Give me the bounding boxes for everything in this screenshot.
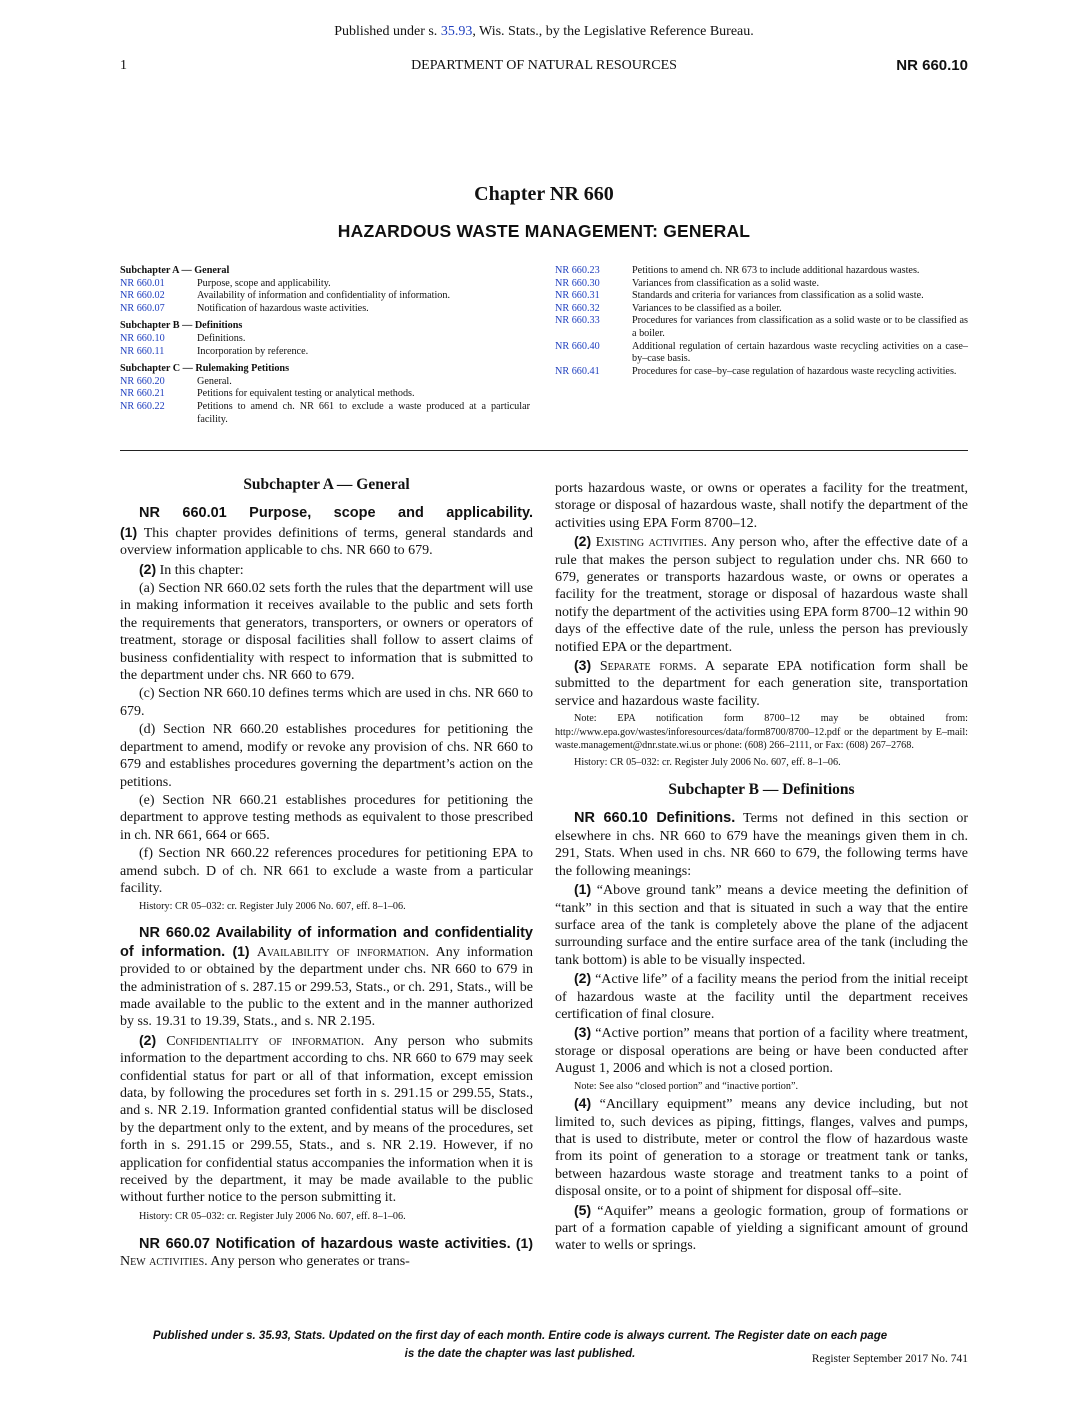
toc-number[interactable]: NR 660.30 [555, 277, 600, 289]
paragraph: (2) Existing activities. Any person who, after the effective date of a rule that makes the person subject to regulation under chs. NR 660 to 679, generates or transports hazardous waste, or owns or operates a facility for the treatment, storage or disposal of hazardous waste shall notify the department of the activities using EPA form 8700–12 within 90 days of the effective date of the rule, unless the person has previously notified EPA or the department. [555, 533, 968, 655]
toc-number[interactable]: NR 660.07 [120, 302, 165, 314]
paragraph: (f) Section NR 660.22 references procedures for petitioning EPA to amend subch. D of ch. NR 661 to exclude a waste from a particular facility. [120, 846, 533, 896]
toc-entry[interactable] [120, 290, 530, 303]
left-column [120, 476, 533, 1272]
toc-entry[interactable] [120, 278, 530, 291]
toc-text: Additional regulation of certain hazardous waste recycling activities on a case–by–case basis. [632, 340, 968, 365]
toc-entry[interactable] [120, 346, 530, 359]
toc-group-heading: Subchapter B — Definitions [120, 320, 243, 332]
published-prefix: Published under s. [334, 24, 441, 39]
department-name: DEPARTMENT OF NATURAL RESOURCES [411, 58, 677, 73]
toc-text: Procedures for case–by–case regulation of hazardous waste recycling activities. [632, 365, 957, 377]
toc-text: Procedures for variances from classification as a solid waste or to be classified as a boiler. [632, 315, 968, 339]
toc-entry[interactable] [120, 388, 530, 401]
chapter-subtitle: HAZARDOUS WASTE MANAGEMENT: GENERAL [337, 221, 751, 241]
footer-notice: Published under s. 35.93, Stats. Updated on the first day of each month. Entire code is always current. The Register date on each page [152, 1330, 888, 1342]
section-id: NR 660.10 [896, 57, 968, 74]
toc-number[interactable]: NR 660.41 [555, 365, 600, 377]
toc-text: Petitions for equivalent testing or analytical methods. [197, 388, 415, 400]
toc-entry[interactable] [120, 401, 530, 426]
toc-group-heading: Subchapter A — General [120, 265, 230, 276]
toc-number[interactable]: NR 660.23 [555, 265, 600, 276]
paragraph: (a) Section NR 660.02 sets forth the rules that the department will use in making information it receives available to the public and sets forth the requirements that generators, transporters, or owners or operators of treatment, storage or disposal facilities shall follow to assert claims of business confidentiality with respect to information that is submitted to the department under chs. NR 660 to 679. [120, 581, 533, 684]
right-column [555, 480, 968, 1256]
section-divider [120, 450, 968, 451]
toc-entry[interactable] [120, 303, 530, 316]
toc-right [555, 265, 968, 378]
toc-text: Petitions to amend ch. NR 661 to exclude a waste produced at a particular facility. [197, 400, 530, 425]
section-heading-660-10: NR 660.10 Definitions. Terms not defined in this section or elsewhere in chs. NR 660 to 679 have the meanings given them in ch. 291, Stats. When used in chs. NR 660 to 679, the following terms have the following meanings: [555, 810, 968, 879]
toc-text: Variances to be classified as a boiler. [632, 302, 782, 314]
register-date: Register September 2017 No. 741 [811, 1353, 968, 1365]
section-heading-660-07: NR 660.07 Notification of hazardous waste activities. (1) New activities. Any person who generates or trans- [120, 1234, 533, 1270]
toc-number[interactable]: NR 660.33 [555, 315, 600, 327]
section-heading-660-02: NR 660.02 Availability of information and confidentiality of information. (1) Availability of information. Any information provided to or obtained by the department under chs. NR 660 to 679 in the administration of s. 287.15 or 299.53, Stats., or ch. 291, Stats., will be made available to the public to the extent and in the manner authorized by ss. 19.31 to 19.39, Stats., and s. NR 2.195. [120, 925, 534, 1030]
history-note: History: CR 05–032: cr. Register July 2006 No. 607, eff. 8–1–06. [139, 1210, 406, 1222]
paragraph: (e) Section NR 660.21 establishes procedures for petitioning the department to approve testing methods as equivalent to those prescribed in ch. NR 661, 664 or 665. [120, 792, 533, 843]
statute-link[interactable]: 35.93 [440, 24, 473, 39]
definition: (2) “Active life” of a facility means the period from the initial receipt of hazardous waste at the facility until the department receives certification of final closure. [555, 970, 968, 1022]
toc-text: General. [197, 375, 232, 387]
toc-number[interactable]: NR 660.22 [120, 400, 165, 412]
history-note: History: CR 05–032: cr. Register July 2006 No. 607, eff. 8–1–06. [574, 757, 841, 769]
toc-number[interactable]: NR 660.20 [120, 375, 165, 387]
published-suffix: , Wis. Stats., by the Legislative Reference Bureau. [472, 24, 754, 39]
toc-entry[interactable] [555, 315, 968, 340]
toc-entry[interactable] [555, 278, 968, 291]
section-heading-660-01: NR 660.01 Purpose, scope and applicability. [139, 505, 533, 522]
toc-group-heading: Subchapter C — Rulemaking Petitions [120, 363, 290, 375]
toc-entry[interactable] [555, 366, 968, 379]
toc-number[interactable]: NR 660.10 [120, 332, 165, 344]
toc-left [120, 265, 530, 426]
history-note: History: CR 05–032: cr. Register July 2006 No. 607, eff. 8–1–06. [139, 901, 406, 913]
toc-entry[interactable] [555, 290, 968, 303]
toc-text: Petitions to amend ch. NR 673 to include additional hazardous wastes. [632, 265, 920, 276]
toc-number[interactable]: NR 660.32 [555, 302, 600, 314]
toc-text: Incorporation by reference. [197, 345, 309, 357]
running-head [120, 58, 968, 78]
paragraph: (2) Confidentiality of information. Any person who submits information to the department according to chs. NR 660 to 679 may seek confidential status for part or all of that information, except emission data, by following the procedures set forth in s. 291.15 or 299.55, Stats., and s. NR 2.19. Information granted confidential status will be disclosed by the department only to the extent, and by means of the procedures, set forth in s. 291.15 or 299.55, Stats., and s. NR 2.19. However, if no application for confidential status accompanies the information when it is received by the department, it may be made available to the public without further notice to the person submitting it. [120, 1031, 533, 1206]
toc-number[interactable]: NR 660.01 [120, 277, 165, 289]
toc-text: Notification of hazardous waste activities. [197, 302, 369, 314]
toc-number[interactable]: NR 660.21 [120, 388, 165, 400]
toc-number[interactable]: NR 660.11 [120, 345, 165, 357]
toc-entry[interactable] [120, 333, 530, 346]
toc-text: Purpose, scope and applicability. [197, 277, 331, 289]
toc-entry[interactable] [120, 376, 530, 389]
paragraph: (d) Section NR 660.20 establishes procedures for petitioning the department to amend, modify or revoke any provision of chs. NR 660 to 679 and establishes procedures governing the department’s action on the petitions. [120, 722, 533, 790]
continued-text: Any person who generates or trans- [210, 1254, 410, 1270]
paragraph: (2) In this chapter: [139, 560, 244, 578]
toc-text: Availability of information and confidentiality of information. [197, 290, 451, 302]
page-number: 1 [120, 58, 127, 73]
toc-entry[interactable] [555, 341, 968, 366]
paragraph: (c) Section NR 660.10 defines terms which are used in chs. NR 660 to 679. [120, 686, 533, 719]
paragraph-continued: ports hazardous waste, or owns or operates a facility for the treatment, storage or disposal of hazardous waste, shall notify the department of the activities using EPA Form 8700–12. [555, 481, 968, 531]
toc-text: Variances from classification as a solid waste. [632, 277, 819, 289]
paragraph: (3) Separate forms. A separate EPA notification form shall be submitted to the department for each generation site, transportation service and hazardous waste facility. [555, 657, 968, 709]
definition: (3) “Active portion” means that portion of a facility where treatment, storage or disposal operations are being or have been conducted after August 1, 2006 and which is not a closed portion. [555, 1024, 968, 1077]
toc-number[interactable]: NR 660.31 [555, 290, 600, 302]
toc-number[interactable]: NR 660.02 [120, 290, 165, 302]
toc-entry[interactable] [555, 265, 968, 278]
toc-entry[interactable] [555, 303, 968, 316]
toc-text: Standards and criteria for variances from classification as a solid waste. [632, 290, 924, 302]
toc-text: Definitions. [197, 332, 246, 344]
definition: (5) “Aquifer” means a geologic formation, group of formations or part of a formation capable of yielding a significant amount of ground water to wells or springs. [555, 1201, 968, 1254]
note: Note: EPA notification form 8700–12 may be obtained from: http://www.epa.gov/wastes/inforesources/data/form8700/8700–12.pdf or the department by E–mail: waste.management@dnr.state.wi.us or phone: (608) 266–2111, or Fax: (608) 267–2768. [555, 713, 968, 752]
toc-number[interactable]: NR 660.40 [555, 340, 600, 352]
paragraph: (1) This chapter provides definitions of terms, general standards and overview information applicable to chs. NR 660 to 679. [120, 523, 534, 559]
published-notice [0, 24, 1088, 40]
subchapter-b-heading: Subchapter B — Definitions [668, 781, 855, 799]
definition: (4) “Ancillary equipment” means any device including, but not limited to, such devices as piping, fittings, flanges, valves and pumps, that is used to distribute, meter or control the flow of hazardous waste from its point of generation to a storage or treatment tank or tanks, between hazardous waste storage and treatment tanks to a point of disposal onsite, or to a point of shipment for disposal off–site. [555, 1095, 968, 1200]
footer-notice-2: is the date the chapter was last published. [404, 1348, 636, 1360]
subchapter-a-heading: Subchapter A — General [243, 476, 410, 493]
chapter-title: Chapter NR 660 [474, 183, 614, 205]
note: Note: See also “closed portion” and “inactive portion”. [574, 1080, 799, 1092]
definition: (1) “Above ground tank” means a device meeting the definition of “tank” in this section and that is situated in such a way that the entire surface area of the tank is completely above the plane of the adjacent surrounding surface and the entire surface area of the tank (including the tank bottom) is able to be visually inspected. [555, 881, 968, 968]
